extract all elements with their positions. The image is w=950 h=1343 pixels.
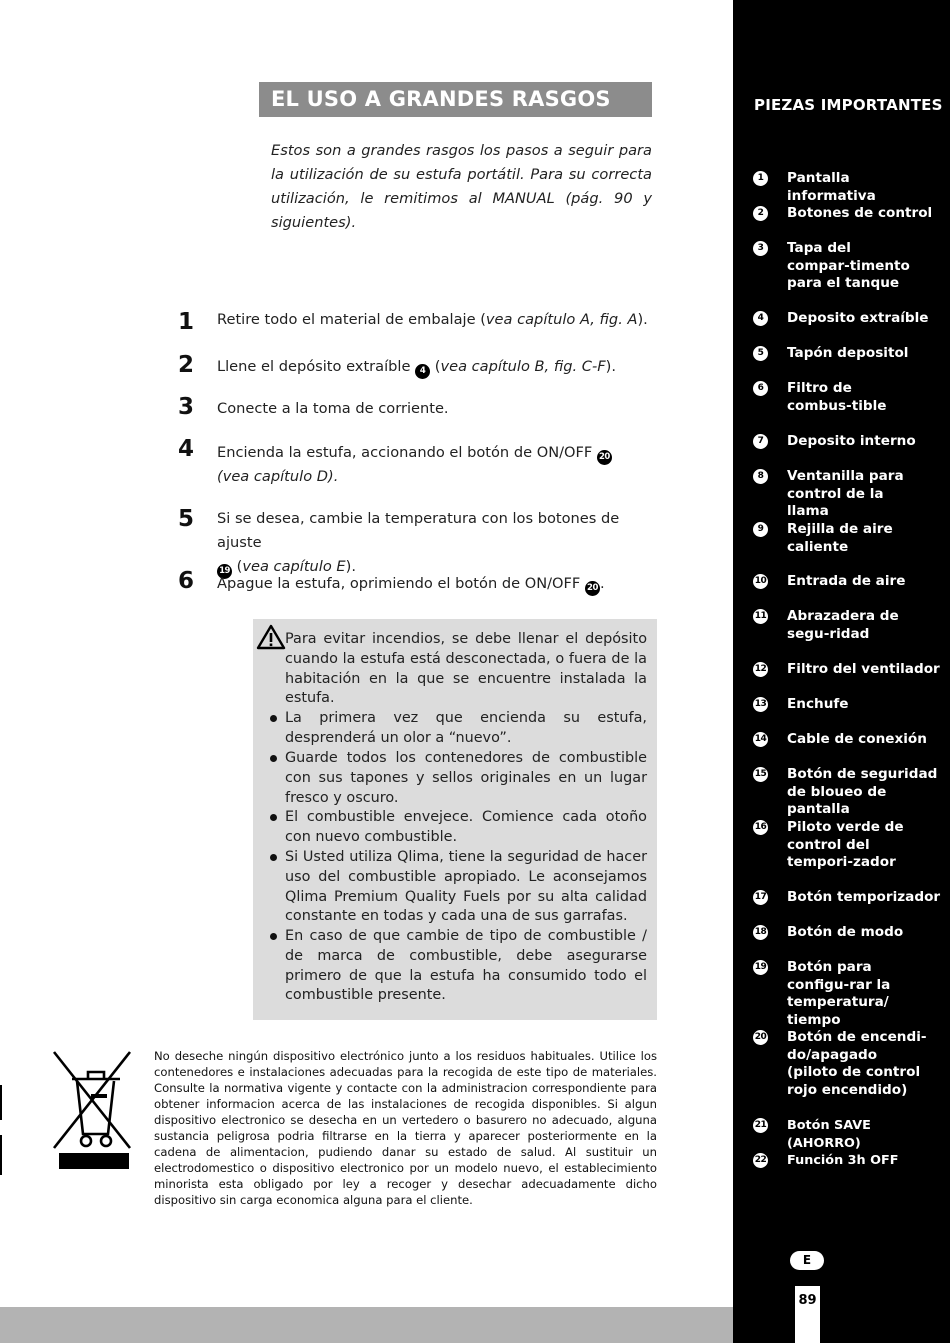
part-item: 17 Botón temporizador — [754, 889, 941, 905]
part-20-badge: 20 — [585, 581, 600, 596]
part-item: 18 Botón de modo — [754, 924, 904, 940]
warning-bullet-text: El combustible envejece. Comience cada otoño con nuevo combustible. — [285, 809, 647, 845]
step-number: 1 — [178, 309, 195, 335]
step-text: Encienda la estufa, accionando el botón de ON/OFF 20 (vea capítulo D). — [217, 441, 667, 489]
bullet — [270, 755, 277, 762]
warning-bullet-text: En caso de que cambie de tipo de combustible / de marca de combustible, debe asegurarse primero de que la estufa ha consumido todo el combustible presente. — [285, 928, 647, 1004]
crossed-bin-icon — [50, 1048, 134, 1173]
page-title: EL USO A GRANDES RASGOS — [271, 87, 611, 111]
section-title-box — [259, 82, 652, 117]
step-number: 4 — [178, 436, 195, 462]
disposal-notice: No deseche ningún dispositivo electrónico junto a los residuos habituales. Utilice los contenedores e instalaciones adecuadas para la recogida de este tipo de materiales. Consulte la normativa vigente y contacte con la administracion correspondiente para obtener informacion acerca de las instalaciones de recogida disponibles. Si algun dispositivo electronico se desecha en un vertedero o basurero no adecuado, alguna sustancia peligrosa podria filtrarse en la tierra y aparecer posteriormente en la cadena de alimentacion, pudiendo danar su estado de salud. Al sustituir un electrodomestico o dispositivo electronico por un modelo nuevo, el establecimiento minorista esta obligado por ley a recoger y desechar adecuadamente dicho dispositivo sin carga economica alguna para el cliente. — [154, 1049, 657, 1207]
warning-bullet-text: Si Usted utiliza Qlima, tiene la seguridad de hacer uso del combustible apropiado. Le aconsejamos Qlima Premium Quality Fuels por su alta calidad constante en todas y cada una de sus garrafas. — [285, 849, 647, 925]
bullet — [270, 854, 277, 861]
warning-bullet-text: Guarde todos los contenedores de combustible con sus tapones y sellos originales en un lugar fresco y oscuro. — [285, 750, 647, 806]
part-item: 20 Botón de encendi-do/apagado (piloto de control rojo encendido) — [754, 1029, 927, 1098]
warning-text: Para evitar incendios, se debe llenar el depósito cuando la estufa está desconectada, o fuera de la habitación en la que se encuentre instalada la estufa. — [285, 631, 647, 707]
step-text: Llene el depósito extraíble 4 (vea capítulo B, fig. C-F). — [217, 355, 667, 379]
part-item: 1 Pantalla informativa — [753, 170, 943, 205]
parts-sidebar — [733, 0, 950, 1343]
part-19-badge: 19 — [217, 564, 232, 579]
bullet — [270, 814, 277, 821]
part-4-badge: 4 — [415, 364, 430, 379]
intro-paragraph: Estos son a grandes rasgos los pasos a seguir para la utilización de su estufa portátil. Para su correcta utilización, le remitimos al MANUAL (pág. 90 y siguientes). — [271, 142, 652, 231]
warning-bullet-text: La primera vez que encienda su estufa, desprenderá un olor a “nuevo”. — [285, 710, 647, 746]
step-number: 6 — [178, 568, 195, 594]
step-number: 2 — [178, 352, 195, 378]
part-item: 5 Tapón depositol — [753, 345, 943, 363]
part-item: 15 Botón de seguridad de bloueo de pantalla — [754, 766, 938, 817]
part-item: 16 Piloto verde de control del tempori-zador — [754, 819, 904, 870]
warning-triangle-icon — [256, 624, 286, 650]
part-item: 19 Botón para configu-rar la temperatura/ tiempo — [754, 959, 891, 1028]
edge-mark — [0, 1135, 2, 1175]
part-item: 2 Botones de control — [753, 205, 943, 223]
part-item: 7 Deposito interno — [753, 433, 943, 451]
step-text: Conecte a la toma de corriente. — [217, 400, 449, 417]
part-item: 12 Filtro del ventilador — [754, 661, 940, 677]
part-item: 3 Tapa del compar-timento para el tanque — [753, 240, 943, 293]
bullet — [270, 715, 277, 722]
part-item: 13 Enchufe — [754, 696, 849, 712]
page-number: 89 — [795, 1286, 820, 1343]
sidebar-title: PIEZAS IMPORTANTES — [754, 96, 943, 114]
part-item: 21 Botón SAVE (AHORRO) — [754, 1118, 871, 1151]
step-text: Apague la estufa, oprimiendo el botón de ON/OFF 20 . — [217, 572, 667, 596]
edge-mark — [0, 1085, 2, 1120]
bullet — [270, 933, 277, 940]
part-item: 4 Deposito extraíble — [753, 310, 943, 328]
bottom-band — [0, 1307, 733, 1343]
part-item: 14 Cable de conexión — [754, 731, 927, 747]
part-item: 6 Filtro de combus-tible — [753, 380, 943, 415]
part-item: 11 Abrazadera de segu-ridad — [754, 608, 899, 642]
part-20-badge: 20 — [597, 450, 612, 465]
step-text: Retire todo el material de embalaje (vea capítulo A, fig. A). — [217, 311, 648, 328]
part-item: 8 Ventanilla para control de la llama — [753, 468, 943, 521]
step-text: Si se desea, cambie la temperatura con los botones de ajuste 19 (vea capítulo E). — [217, 507, 667, 579]
part-item: 9 Rejilla de aire caliente — [753, 521, 943, 556]
step-number: 5 — [178, 506, 195, 532]
language-badge: E — [790, 1251, 824, 1270]
step-number: 3 — [178, 394, 195, 420]
warning-box — [253, 619, 657, 1020]
part-item: 10 Entrada de aire — [754, 573, 906, 589]
part-item: 22 Función 3h OFF — [754, 1153, 899, 1168]
